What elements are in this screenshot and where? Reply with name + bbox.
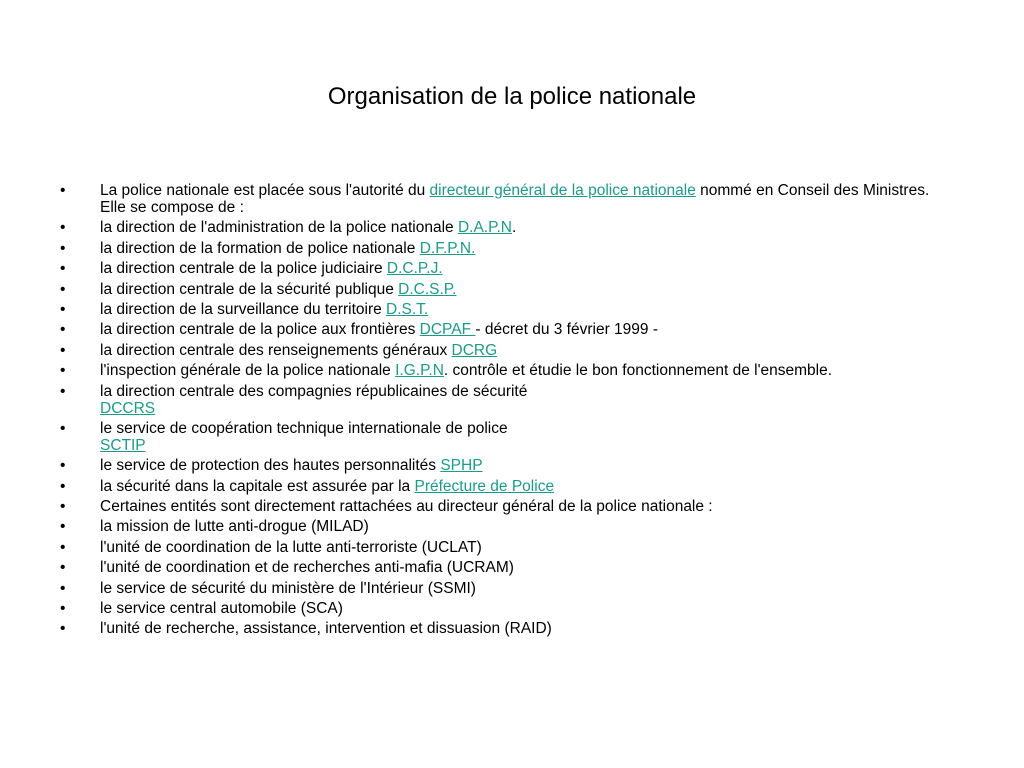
item-text: l'unité de coordination et de recherches anti-mafia (UCRAM) <box>100 559 514 577</box>
list-item <box>58 580 958 597</box>
list-item <box>58 260 958 277</box>
link-sctip[interactable]: SCTIP <box>100 436 146 454</box>
list-item <box>58 342 958 359</box>
link-igpn[interactable]: I.G.P.N <box>395 362 444 380</box>
link-dcpaf[interactable]: DCPAF <box>419 321 476 339</box>
list-item <box>58 600 958 617</box>
item-text: l'unité de recherche, assistance, intervention et dissuasion (RAID) <box>100 620 552 638</box>
item-text: la direction centrale de la police aux frontières <box>100 321 420 339</box>
item-text: l'inspection générale de la police nationale <box>100 362 396 380</box>
slide-title: Organisation de la police nationale <box>327 83 697 110</box>
item-text: la direction de la surveillance du territoire <box>100 300 387 318</box>
item-text: la mission de lutte anti-drogue (MILAD) <box>100 518 369 536</box>
link-dcpj[interactable]: D.C.P.J. <box>386 260 443 278</box>
list-item <box>58 620 958 637</box>
list-item <box>58 498 958 515</box>
list-item <box>58 281 958 298</box>
list-item <box>58 219 958 236</box>
item-text: la direction de la formation de police nationale <box>100 239 420 257</box>
list-item <box>58 240 958 257</box>
link-dapn[interactable]: D.A.P.N <box>457 219 512 237</box>
item-text: La police nationale est placée sous l'autorité du <box>100 182 430 199</box>
item-text: . contrôle et étudie le bon fonctionnement de l'ensemble. <box>443 362 833 380</box>
list-item <box>58 478 958 495</box>
item-text: la direction centrale des renseignements généraux <box>100 341 452 359</box>
item-text: la direction centrale des compagnies républicaines de sécurité <box>100 382 528 400</box>
link-dst[interactable]: D.S.T. <box>386 300 429 318</box>
list-item <box>58 518 958 535</box>
link-dfpn[interactable]: D.F.P.N. <box>419 239 476 257</box>
list-item <box>58 420 530 454</box>
item-text: - décret du 3 février 1999 - <box>475 321 659 339</box>
item-text: la direction centrale de la police judiciaire <box>100 260 387 278</box>
link-prefecture-de-police[interactable]: Préfecture de Police <box>414 477 555 495</box>
link-dcsp[interactable]: D.C.S.P. <box>398 280 457 298</box>
item-text: la direction de l'administration de la police nationale <box>100 219 458 237</box>
list-item <box>58 362 958 379</box>
item-text: nommé en Conseil des Ministres. Elle se compose de : <box>100 182 930 216</box>
list-item <box>58 321 958 338</box>
link-dccrs[interactable]: DCCRS <box>100 399 156 417</box>
list-item <box>58 182 958 216</box>
item-text: . <box>511 219 517 237</box>
list-item <box>58 457 958 474</box>
item-text: le service de sécurité du ministère de l'Intérieur (SSMI) <box>100 579 476 597</box>
item-text: le service de coopération technique internationale de police <box>100 419 508 437</box>
item-text: Certaines entités sont directement rattachées au directeur général de la police nationale : <box>100 498 713 516</box>
item-text: le service de protection des hautes personnalités <box>100 457 441 475</box>
list-item <box>58 301 958 318</box>
bullet-list <box>58 182 958 641</box>
list-item <box>58 383 530 417</box>
item-text: le service central automobile (SCA) <box>100 600 343 618</box>
list-item <box>58 539 958 556</box>
item-text: l'unité de coordination de la lutte anti-terroriste (UCLAT) <box>100 538 482 556</box>
list-item <box>58 559 958 576</box>
link-dcrg[interactable]: DCRG <box>451 341 498 359</box>
link-sphp[interactable]: SPHP <box>440 457 483 475</box>
link-directeur-general[interactable]: directeur général de la police nationale <box>429 182 696 199</box>
item-text: la direction centrale de la sécurité publique <box>100 280 399 298</box>
item-text: la sécurité dans la capitale est assurée par la <box>100 477 415 495</box>
